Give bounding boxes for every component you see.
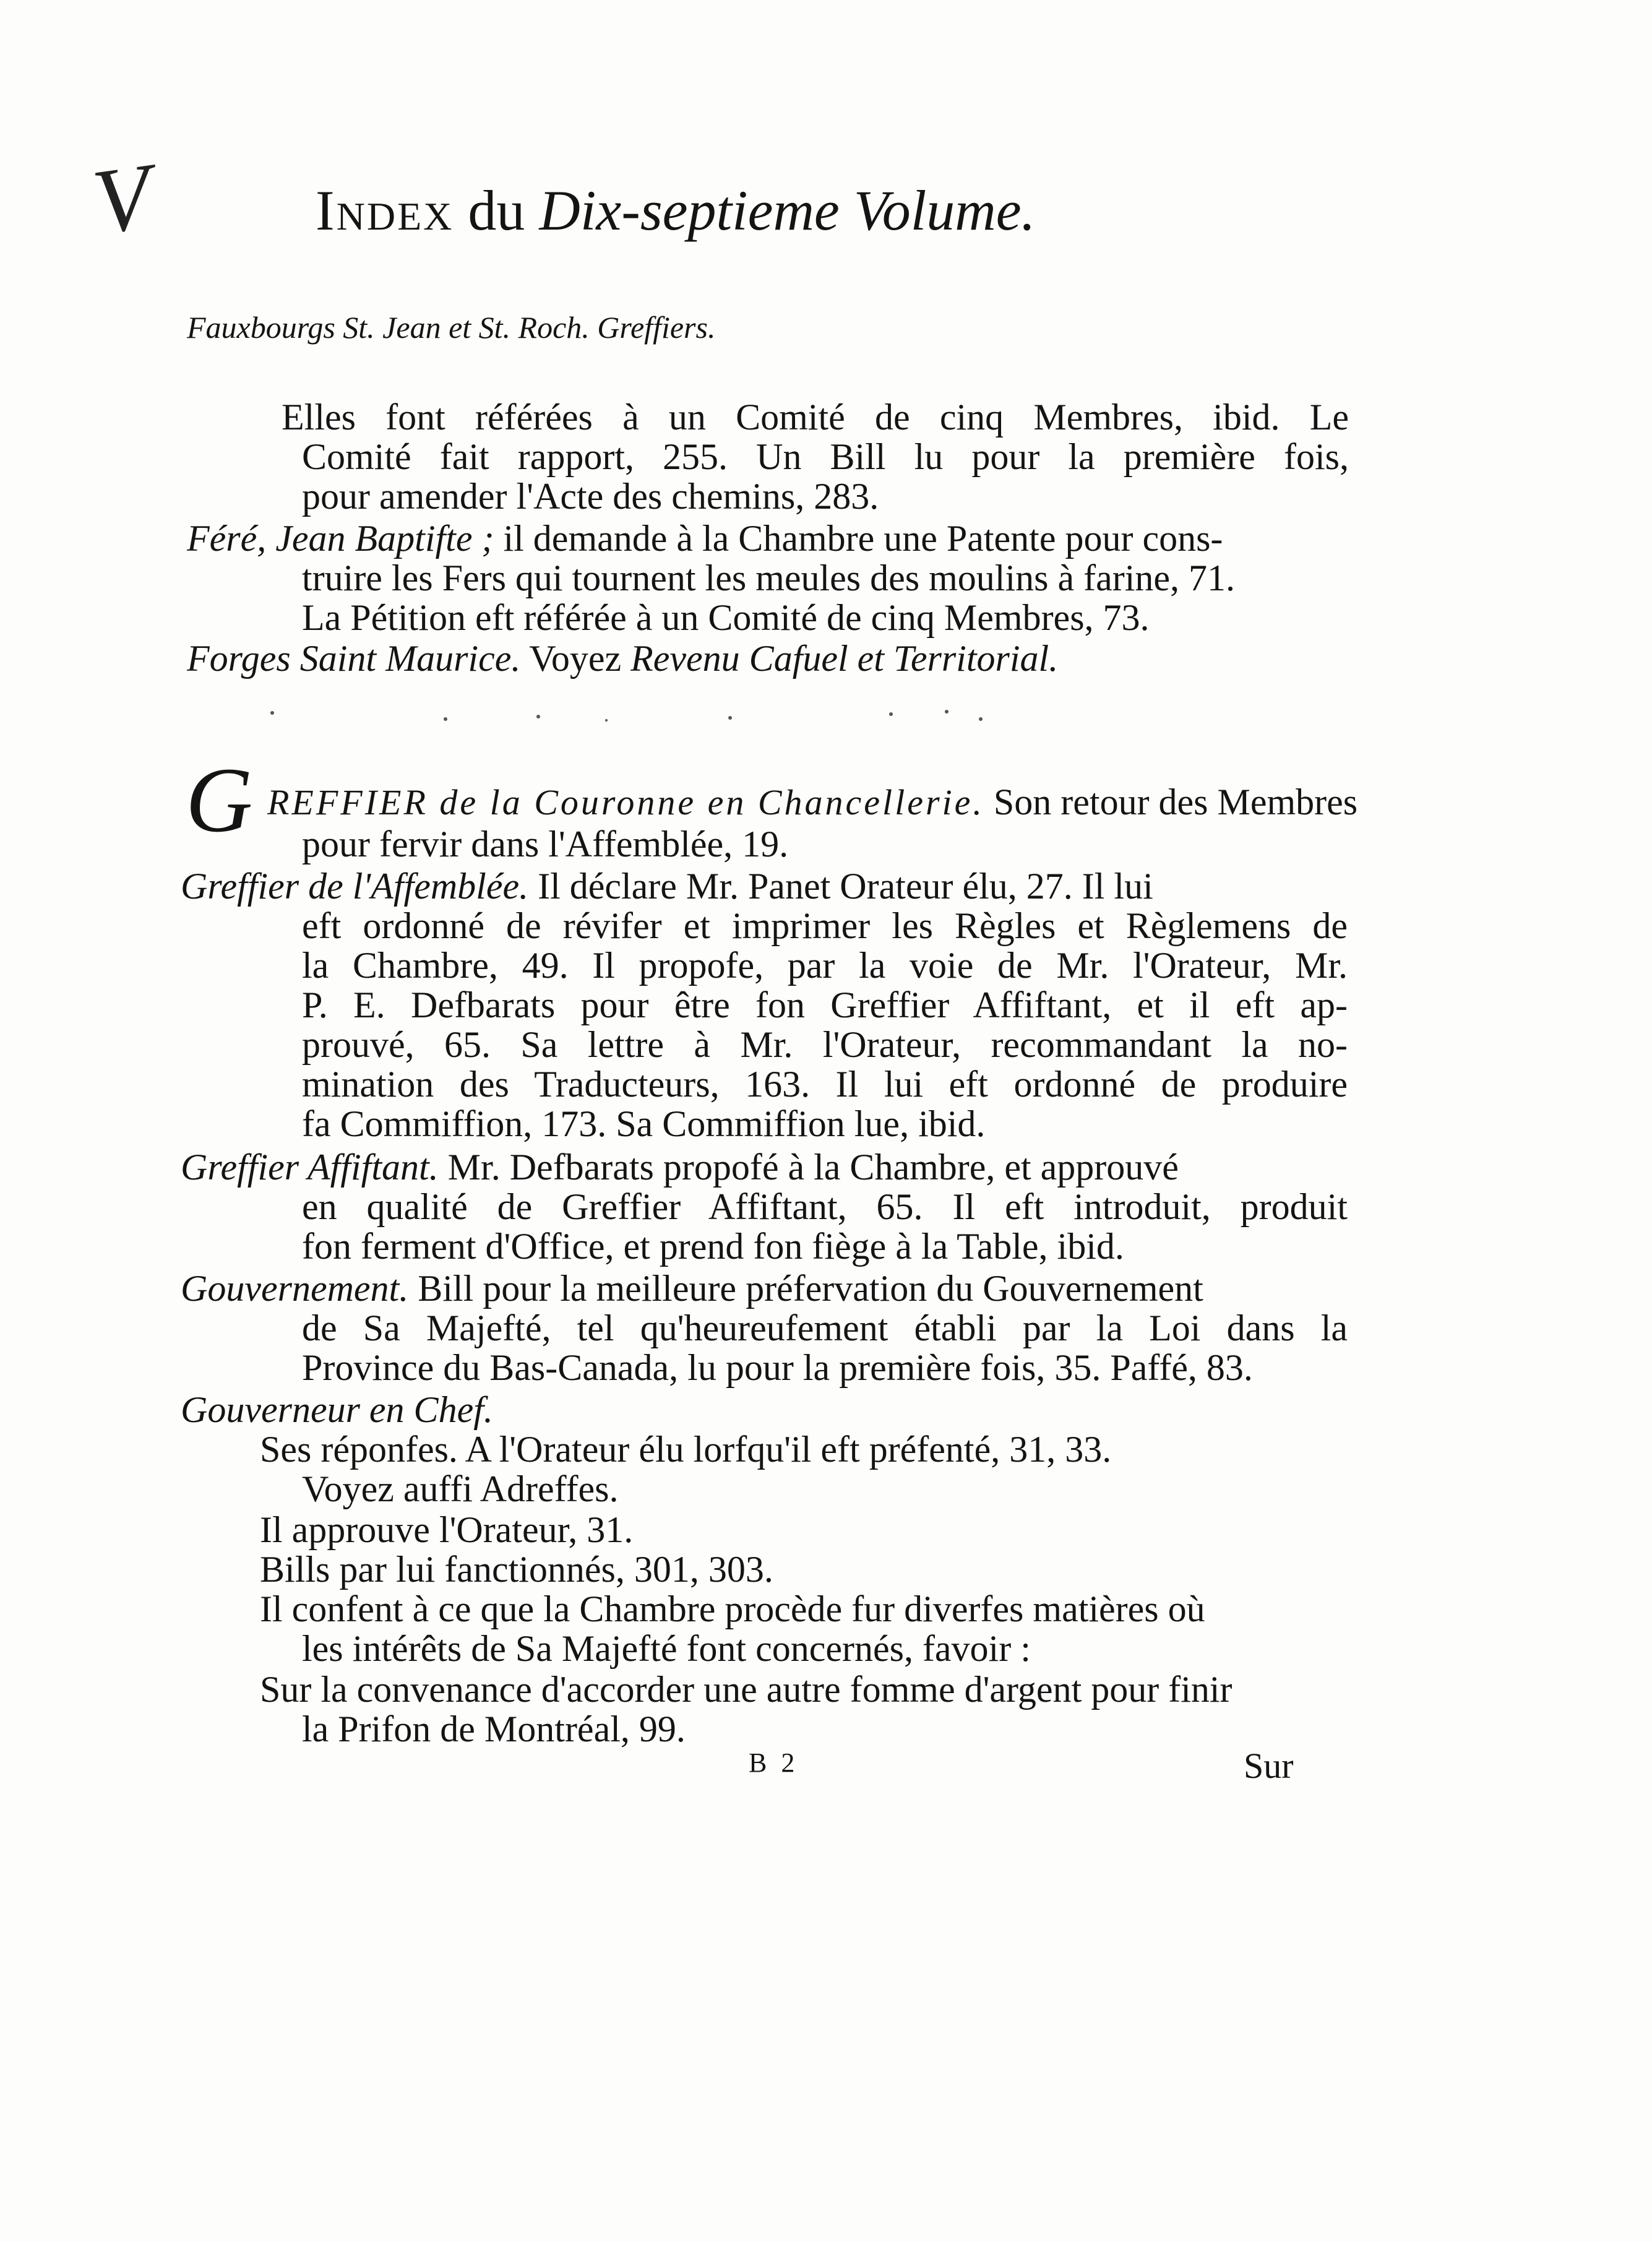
entry-line: Comité fait rapport, 255. Un Bill lu pour la première fois,: [302, 436, 1349, 477]
entry-line: mination des Traducteurs, 163. Il lui eft ordonné de produire: [302, 1064, 1348, 1105]
index-entry-gouverneur: Gouverneur en Chef.: [181, 1389, 493, 1430]
entry-line: Province du Bas-Canada, lu pour la première fois, 35. Paffé, 83.: [302, 1347, 1253, 1388]
entry-heading: Gouvernement.: [181, 1268, 409, 1309]
print-specks: [260, 705, 1064, 730]
entry-line: Bills par lui fanctionnés, 301, 303.: [260, 1549, 773, 1590]
entry-heading: Forges Saint Maurice.: [187, 638, 521, 679]
entry-heading: Greffier de l'Affemblée.: [181, 866, 529, 907]
entry-line: prouvé, 65. Sa lettre à Mr. l'Orateur, recommandant la no-: [302, 1024, 1348, 1065]
running-head: Fauxbourgs St. Jean et St. Roch. Greffiers.: [187, 310, 716, 345]
entry-text: Voyez: [529, 638, 622, 679]
entry-line: de Sa Majefté, tel qu'heureufement établi par la Loi dans la: [302, 1308, 1348, 1348]
drop-cap: G: [186, 749, 253, 852]
entry-line: Elles font référées à un Comité de cinq Membres, ibid. Le: [282, 397, 1349, 438]
entry-text: Son retour des Membres: [993, 782, 1358, 822]
index-entry-gouvernement: [181, 1267, 1348, 1309]
entry-line: Ses réponfes. A l'Orateur élu lorfqu'il eft préfenté, 31, 33.: [260, 1429, 1112, 1470]
title-du: du: [468, 179, 525, 242]
index-entry-greffier-assemblee: [181, 865, 1348, 907]
signature-mark: B 2: [749, 1748, 799, 1778]
entry-line: la Chambre, 49. Il propofe, par la voie de Mr. l'Orateur, Mr.: [302, 945, 1348, 986]
index-entry-forges: [187, 637, 1058, 679]
entry-line: en qualité de Greffier Affiftant, 65. Il eft introduit, produit: [302, 1186, 1348, 1227]
entry-line: La Pétition eft référée à un Comité de cinq Membres, 73.: [302, 597, 1150, 638]
entry-line: Sur la convenance d'accorder une autre fomme d'argent pour finir: [260, 1669, 1233, 1710]
entry-line: fa Commiffion, 173. Sa Commiffion lue, ibid.: [302, 1103, 986, 1144]
entry-heading: Féré, Jean Baptifte ;: [187, 518, 494, 559]
page-title: [316, 173, 1367, 248]
entry-line: P. E. Defbarats pour être fon Greffier Affiftant, et il eft ap-: [302, 985, 1348, 1025]
catchword: Sur: [1244, 1746, 1294, 1786]
index-entry-greffier-assistant: [181, 1146, 1348, 1188]
entry-line: eft ordonné de révifer et imprimer les Règles et Règlemens de: [302, 905, 1348, 946]
entry-reference: Revenu Cafuel et Territorial.: [630, 638, 1059, 679]
entry-line: la Prifon de Montréal, 99.: [302, 1709, 686, 1749]
index-entry-greffier-couronne: [267, 781, 1357, 824]
title-index-word: Index: [316, 179, 454, 242]
entry-line: Il confent à ce que la Chambre procède fur diverfes matières où: [260, 1589, 1205, 1629]
margin-annotation: V: [87, 144, 158, 254]
entry-text: Mr. Defbarats propofé à la Chambre, et approuvé: [447, 1147, 1179, 1188]
entry-text: Il déclare Mr. Panet Orateur élu, 27. Il lui: [538, 866, 1153, 907]
entry-line: truire les Fers qui tournent les meules des moulins à farine, 71.: [302, 558, 1235, 598]
entry-line: les intérêts de Sa Majefté font concernés, favoir :: [302, 1628, 1031, 1669]
entry-line: Il approuve l'Orateur, 31.: [260, 1509, 634, 1550]
entry-heading: REFFIER de la Couronne en Chancellerie.: [267, 782, 984, 822]
entry-heading: Greffier Affiftant.: [181, 1147, 439, 1188]
index-entry-fere: [187, 517, 1348, 559]
title-volume-name: Dix-septieme Volume.: [539, 179, 1036, 242]
entry-line: Voyez auffi Adreffes.: [302, 1468, 619, 1509]
entry-line: pour amender l'Acte des chemins, 283.: [302, 476, 879, 517]
entry-text: il demande à la Chambre une Patente pour cons-: [503, 518, 1223, 559]
entry-text: Bill pour la meilleure préfervation du Gouvernement: [418, 1268, 1203, 1309]
entry-line: pour fervir dans l'Affemblée, 19.: [302, 824, 789, 864]
entry-line: fon ferment d'Office, et prend fon fiège à la Table, ibid.: [302, 1226, 1124, 1267]
